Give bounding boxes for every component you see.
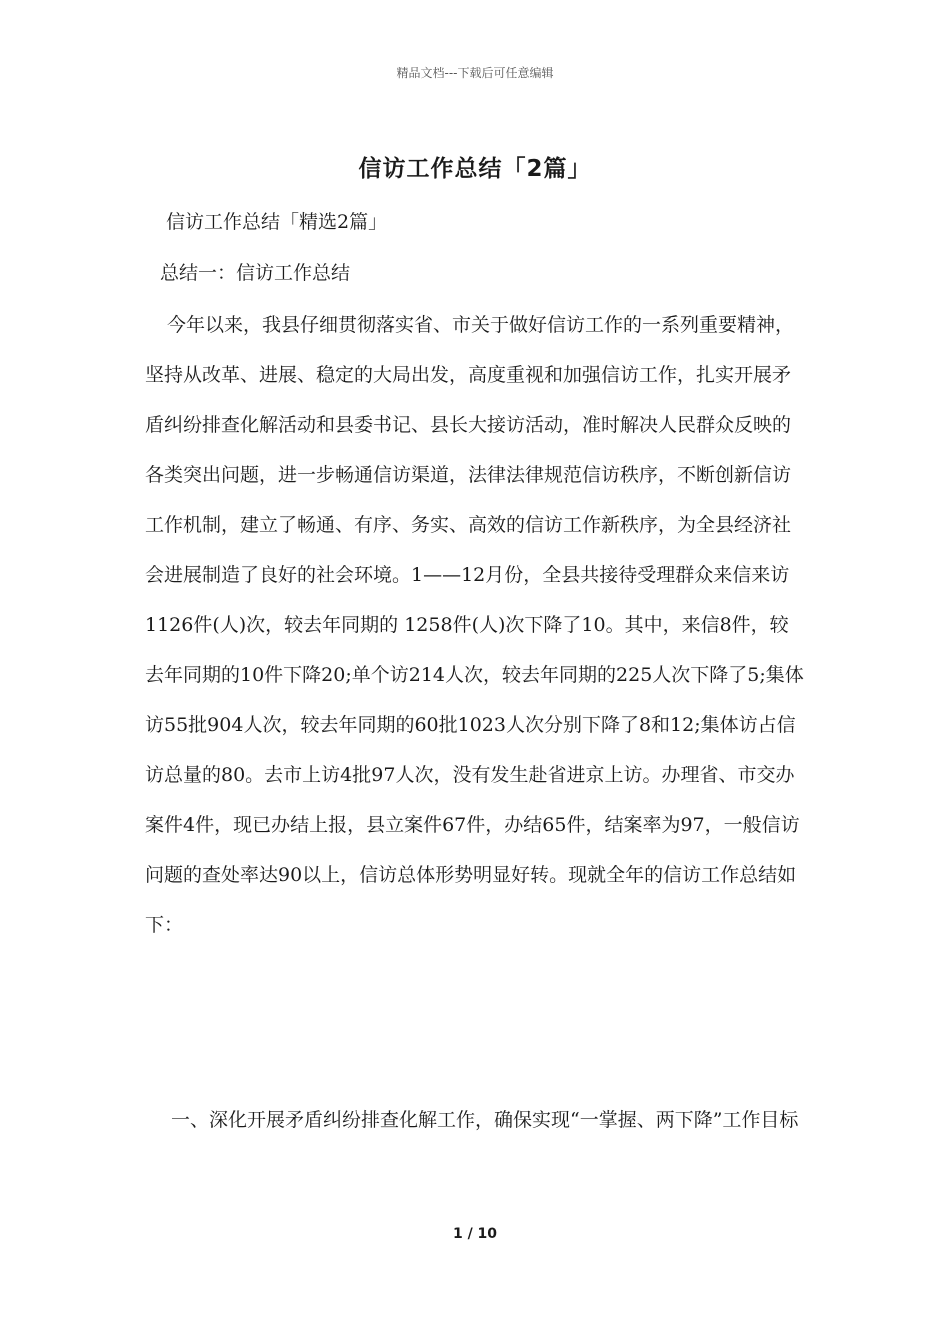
document-title: 信访工作总结「2篇」 — [358, 156, 592, 182]
part-heading — [145, 1097, 807, 1143]
part-heading-text: 一、深化开展矛盾纠纷排查化解工作，确保实现“一掌握、两下降”工作目标 — [171, 1109, 799, 1131]
page-number: 1 / 10 — [452, 1226, 498, 1242]
document-subtitle: 信访工作总结「精选2篇」 — [166, 211, 388, 233]
page-header: 精品文档---下载后可任意编辑 — [396, 66, 554, 80]
body-paragraph-text: 今年以来，我县仔细贯彻落实省、市关于做好信访工作的一系列重要精神，坚持从改革、进展、稳定的大局出发，高度重视和加强信访工作，扎实开展矛盾纠纷排查化解活动和县委书记、县长大接访活动，准时解决人民群众反映的各类突出问题，进一步畅通信访渠道，法律法律规范信访秩序，不断创新信访工作机制，建立了畅通、有序、务实、高效的信访工作新秩序，为全县经济社会进展制造了良好的社会环境。1——12月份，全县共接待受理群众来信来访1126件(人)次，较去年同期的 1258件(人)次下降了10。其中，来信8件，较去年同期的10件下降20;单个访214人次，较去年同期的225人次下降了5;集体访55批904人次，较去年同期的60批1023人次分别下降了8和12;集体访占信访总量的80。去市上访4批97人次，没有发生赴省进京上访。办理省、市交办案件4件，现已办结上报，县立案件67件，办结65件，结案率为97，一般信访问题的查处率达90以上，信访总体形势明显好转。现就全年的信访工作总结如下： — [145, 314, 804, 936]
section-heading: 总结一：信访工作总结 — [160, 262, 351, 284]
body-paragraph — [145, 300, 807, 950]
